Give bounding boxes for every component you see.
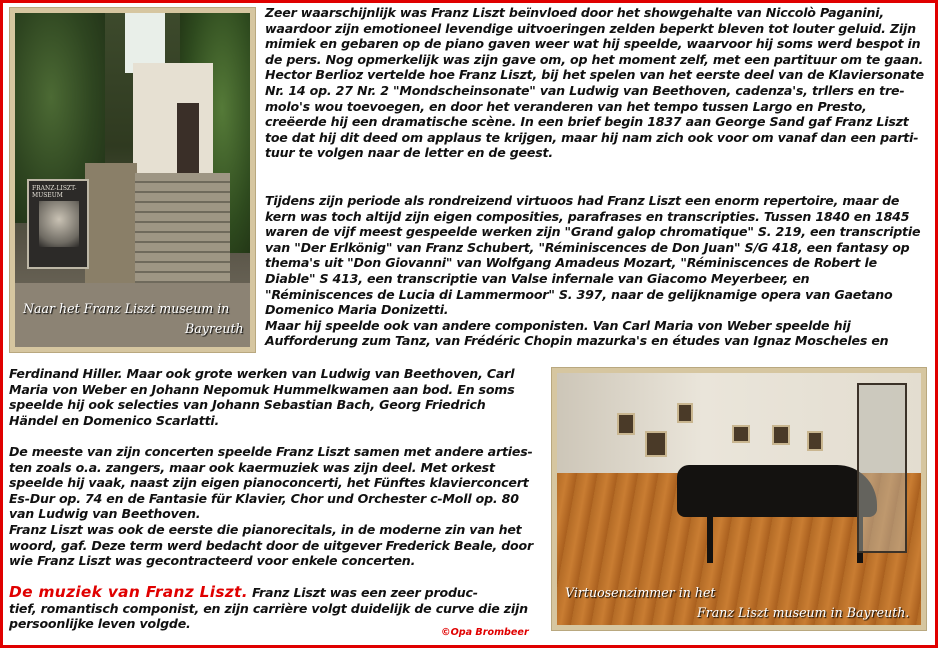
text-line: Domenico Maria Donizetti. [265, 302, 449, 318]
text-line: Es-Dur op. 74 en de Fantasie für Klavier, Chor und Orchester c-Moll op. 80 [9, 490, 519, 506]
section-heading-tail: Franz Liszt was een zeer produc- [252, 585, 478, 600]
text-line: mimiek en gebaren op de piano gaven weer wat hij speelde, waarvoor hij soms werd bespot in [265, 36, 921, 52]
liszt-portrait [39, 201, 79, 247]
paragraph-repertoire [265, 193, 933, 349]
text-line: Zeer waarschijnlijk was Franz Liszt beïnvloed door het showgehalte van Niccolò Paganini, [265, 5, 884, 20]
museum-entrance-image [15, 13, 250, 347]
text-line: Maar hij speelde ook van andere componisten. Van Carl Maria von Weber speelde hij [265, 317, 851, 333]
text-line: De meeste van zijn concerten speelde Franz Liszt samen met andere arties- [9, 444, 533, 459]
text-line: van Ludwig van Beethoven. [9, 506, 201, 522]
text-line: Tijdens zijn periode als rondreizend virtuoos had Franz Liszt een enorm repertoire, maar de [265, 193, 900, 208]
photo-caption-line2: Bayreuth [185, 321, 244, 336]
text-line: de pers. Nog opmerkelijk was zijn gave om, op het moment zelf, met een partituur om te gaan. [265, 51, 924, 67]
museum-entrance-photo [9, 7, 256, 353]
door [177, 103, 199, 173]
photo-caption-line1: Virtuosenzimmer in het [565, 585, 716, 600]
text-line: tuur te volgen naar de letter en de geest. [265, 145, 553, 161]
copyright-signature: ©Opa Brombeer [441, 627, 529, 638]
text-line: Nr. 14 op. 27 Nr. 2 "Mondscheinsonate" van Ludwig van Beethoven, cadenza's, trllers en tre- [265, 82, 905, 98]
poster-text: FRANZ-LISZT-MUSEUM [32, 185, 77, 199]
text-line: kern was toch altijd zijn eigen composities, parafrases en transcripties. Tussen 1840 en 1845 [265, 208, 910, 224]
wall-frame [772, 425, 790, 445]
text-line: van "Der Erlkönig" van Franz Schubert, "Réminiscences de Don Juan" S/G 418, een fantasy op [265, 239, 910, 255]
photo-caption-line2: Franz Liszt museum in Bayreuth. [697, 605, 910, 620]
piano-leg [707, 513, 713, 563]
paragraph-other-composers [9, 366, 549, 428]
house [133, 63, 213, 183]
text-line: speelde hij vaak, naast zijn eigen pianoconcerti, het Fünftes klavierconcert [9, 475, 529, 491]
text-line: waardoor zijn emotioneel levendige uitvoeringen zelden beperkt bleven tot louter geluid. Zijn [265, 20, 916, 36]
text-line: woord, gaf. Deze term werd bedacht door de uitgever Frederick Beale, door [9, 537, 533, 553]
text-line: Händel en Domenico Scarlatti. [9, 412, 220, 428]
text-line: persoonlijke leven volgde. [9, 616, 191, 632]
paragraph-paganini [265, 5, 933, 161]
grand-piano [677, 465, 877, 517]
section-muziek [9, 585, 554, 632]
section-heading: De muziek van Franz Liszt. [9, 583, 248, 601]
wall-frame [677, 403, 693, 423]
text-line: creëerde hij een dramatische scène. In een brief begin 1837 aan George Sand gaf Franz Liszt [265, 114, 909, 130]
display-cabinet [857, 383, 907, 553]
text-line: tief, romantisch componist, en zijn carrière volgt duidelijk de curve die zijn [9, 600, 528, 616]
wall-frame [617, 413, 635, 435]
virtuosenzimmer-photo [551, 367, 927, 631]
museum-poster [27, 179, 89, 269]
text-line: toe dat hij dit deed om applaus te krijgen, maar hij nam zich ook voor om vanaf dan een parti- [265, 129, 919, 145]
text-line: molo's wou toevoegen, en door het veranderen van het tempo tussen Largo en Presto, [265, 98, 867, 114]
stairs [135, 173, 230, 293]
virtuosenzimmer-image [557, 373, 921, 625]
text-line: wie Franz Liszt was gecontracteerd voor enkele concerten. [9, 553, 416, 569]
text-line: "Réminiscences de Lucia di Lammermoor" S. 397, naar de gelijknamige opera van Gaetano [265, 286, 893, 302]
text-line: ten zoals o.a. zangers, maar ook kaermuziek was zijn deel. Met orkest [9, 459, 495, 475]
paragraph-concerts [9, 444, 549, 569]
text-line: Hector Berlioz vertelde hoe Franz Liszt, bij het spelen van het eerste deel van de Klaviersonate [265, 67, 924, 83]
text-line: Diable" S 413, een transcriptie van Valse infernale van Giacomo Meyerbeer, en [265, 270, 810, 286]
wall-frame [732, 425, 750, 443]
text-line: Franz Liszt was ook de eerste die pianorecitals, in de moderne zin van het [9, 521, 522, 537]
text-line: thema's uit "Don Giovanni" van Wolfgang Amadeus Mozart, "Réminiscences de Robert le [265, 255, 877, 271]
section-first-line [9, 585, 554, 601]
text-line: speelde hij ook selecties van Johann Sebastian Bach, Georg Friedrich [9, 397, 486, 413]
wall-frame [807, 431, 823, 451]
text-line: Aufforderung zum Tanz, van Frédéric Chopin mazurka's en études van Ignaz Moscheles en [265, 333, 889, 349]
text-line: Ferdinand Hiller. Maar ook grote werken van Ludwig van Beethoven, Carl [9, 366, 515, 381]
photo-caption-line1: Naar het Franz Liszt museum in [23, 301, 230, 316]
text-line: waren de vijf meest gespeelde werken zijn "Grand galop chromatique" S. 219, een transcriptie [265, 224, 921, 240]
wall-frame [645, 431, 667, 457]
text-line: Maria von Weber en Johann Nepomuk Hummelkwamen aan bod. En soms [9, 381, 515, 397]
